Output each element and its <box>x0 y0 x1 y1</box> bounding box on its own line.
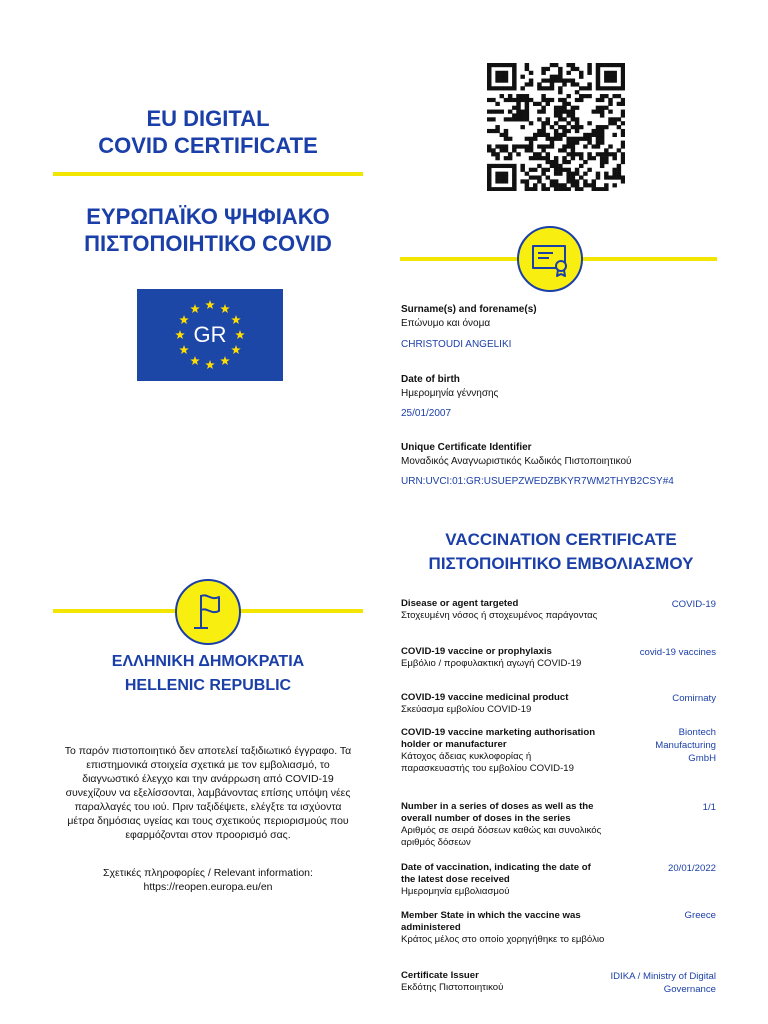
row-label-gr: Σκεύασμα εμβολίου COVID-19 <box>401 704 532 715</box>
title-gr-line-2: ΠΙΣΤΟΠΟΙΗΤΙΚΟ COVID <box>84 231 332 256</box>
row-manufacturer-value: Biontech Manufacturing GmbH <box>655 727 716 764</box>
row-state-value: Greece <box>684 910 716 921</box>
name-value: CHRISTOUDI ANGELIKI <box>401 339 512 350</box>
title-en-line-1: EU DIGITAL <box>146 106 270 131</box>
row-label-en: Disease or agent targeted <box>401 598 519 609</box>
disclaimer-text: Το παρόν πιστοποιητικό δεν αποτελεί ταξιδιωτικό έγγραφο. Τα επιστημονικά στοιχεία σχετικά με τον εμβολιασμό, το διαγνωστικό έλεγχο και την ανάρρωση από COVID-19 συνεχίζουν να εξελίσσονται, λαμβάνοντας επίσης υπόψη νέες παραλλαγές του ιού. Πριν ταξιδέψετε, ελέγξτε τα ισχύοντα μέτρα δημόσιας υγείας και τους σχετικούς περιορισμούς που εφαρμόζονται στον προορισμό σας. <box>64 745 352 841</box>
row-label-gr: Αριθμός σε σειρά δόσεων καθώς και συνολικός αριθμός δόσεων <box>401 825 602 848</box>
row-label-gr: Εμβόλιο / προφυλακτική αγωγή COVID-19 <box>401 658 582 669</box>
info-block <box>60 866 356 894</box>
eu-star <box>190 356 200 365</box>
name-label-gr: Επώνυμο και όνομα <box>401 318 491 329</box>
info-label: Σχετικές πληροφορίες / Relevant information: <box>103 867 313 879</box>
row-issuer-value: IDIKA / Ministry of Digital Governance <box>610 971 716 995</box>
row-label-gr: Κράτος μέλος στο οποίο χορηγήθηκε το εμβόλιο <box>401 934 605 945</box>
dob-value: 25/01/2007 <box>401 408 452 419</box>
row-label-en: Number in a series of doses as well as the overall number of doses in the series <box>401 801 594 824</box>
row-label-en: COVID-19 vaccine or prophylaxis <box>401 646 552 657</box>
eu-star <box>220 304 230 313</box>
row-date-value: 20/01/2022 <box>667 863 716 874</box>
eu-star <box>205 360 215 369</box>
row-label-en: COVID-19 vaccine marketing authorisation holder or manufacturer <box>401 727 596 750</box>
flag-icon <box>177 581 239 643</box>
uci-value: URN:UVCI:01:GR:USUEPZWEDZBKYR7WM2THYB2CSY#4 <box>401 476 674 487</box>
row-manufacturer-label <box>401 727 601 775</box>
row-label-gr: Ημερομηνία εμβολιασμού <box>401 886 510 897</box>
row-doses-label <box>401 801 606 849</box>
uci-label-gr: Μοναδικός Αναγνωριστικός Κωδικός Πιστοποιητικού <box>401 456 632 467</box>
row-label-en: Date of vaccination, indicating the date of the latest dose received <box>401 862 591 885</box>
row-label-gr: Στοχευμένη νόσος ή στοχευμένος παράγοντας <box>401 610 598 621</box>
vaccination-title-en: VACCINATION CERTIFICATE <box>445 530 677 549</box>
row-product-value: Comirnaty <box>672 693 716 704</box>
row-product-label <box>401 692 606 716</box>
republic-gr: ΕΛΛΗΝΙΚΗ ΔΗΜΟΚΡΑΤΙΑ <box>111 653 305 670</box>
certificate-icon-circle <box>517 226 583 292</box>
title-en <box>60 105 356 159</box>
uci-label: Unique Certificate Identifier <box>401 442 532 453</box>
vaccination-title-gr: ΠΙΣΤΟΠΟΙΗΤΙΚΟ ΕΜΒΟΛΙΑΣΜΟΥ <box>428 554 694 573</box>
eu-star <box>190 304 200 313</box>
row-date-label <box>401 862 606 898</box>
row-label-en: Member State in which the vaccine was administered <box>401 910 581 933</box>
republic-en: HELLENIC REPUBLIC <box>124 677 292 694</box>
certificate-icon <box>519 228 581 290</box>
name-label: Surname(s) and forename(s) <box>401 304 537 315</box>
flag-icon-circle <box>175 579 241 645</box>
republic-name <box>60 650 356 698</box>
info-url: https://reopen.europa.eu/en <box>143 881 273 893</box>
row-disease-value: COVID-19 <box>671 599 716 610</box>
row-vaccine-value: covid-19 vaccines <box>639 647 716 658</box>
dob-label-gr: Ημερομηνία γέννησης <box>401 388 499 399</box>
row-label-en: COVID-19 vaccine medicinal product <box>401 692 569 703</box>
row-disease-label <box>401 598 606 622</box>
row-label-gr: Εκδότης Πιστοποιητικού <box>401 982 504 993</box>
title-en-line-2: COVID CERTIFICATE <box>98 133 318 158</box>
dob-label: Date of birth <box>401 374 460 385</box>
title-gr <box>60 203 356 257</box>
row-vaccine-label <box>401 646 606 670</box>
qr-code <box>487 63 625 191</box>
row-label-gr: Κάτοχος άδειας κυκλοφορίας ή παρασκευαστής του εμβολίου COVID-19 <box>401 751 574 774</box>
row-label-en: Certificate Issuer <box>401 970 479 981</box>
row-state-label <box>401 910 606 946</box>
title-gr-line-1: ΕΥΡΩΠΑΪΚΟ ΨΗΦΙΑΚΟ <box>86 204 330 229</box>
vaccination-title <box>396 528 726 576</box>
eu-flag <box>137 289 283 381</box>
eu-star <box>205 300 215 309</box>
row-doses-value: 1/1 <box>702 802 716 813</box>
divider-top-left <box>53 172 363 176</box>
eu-star <box>220 356 230 365</box>
flag-country-code: GR <box>193 322 227 347</box>
